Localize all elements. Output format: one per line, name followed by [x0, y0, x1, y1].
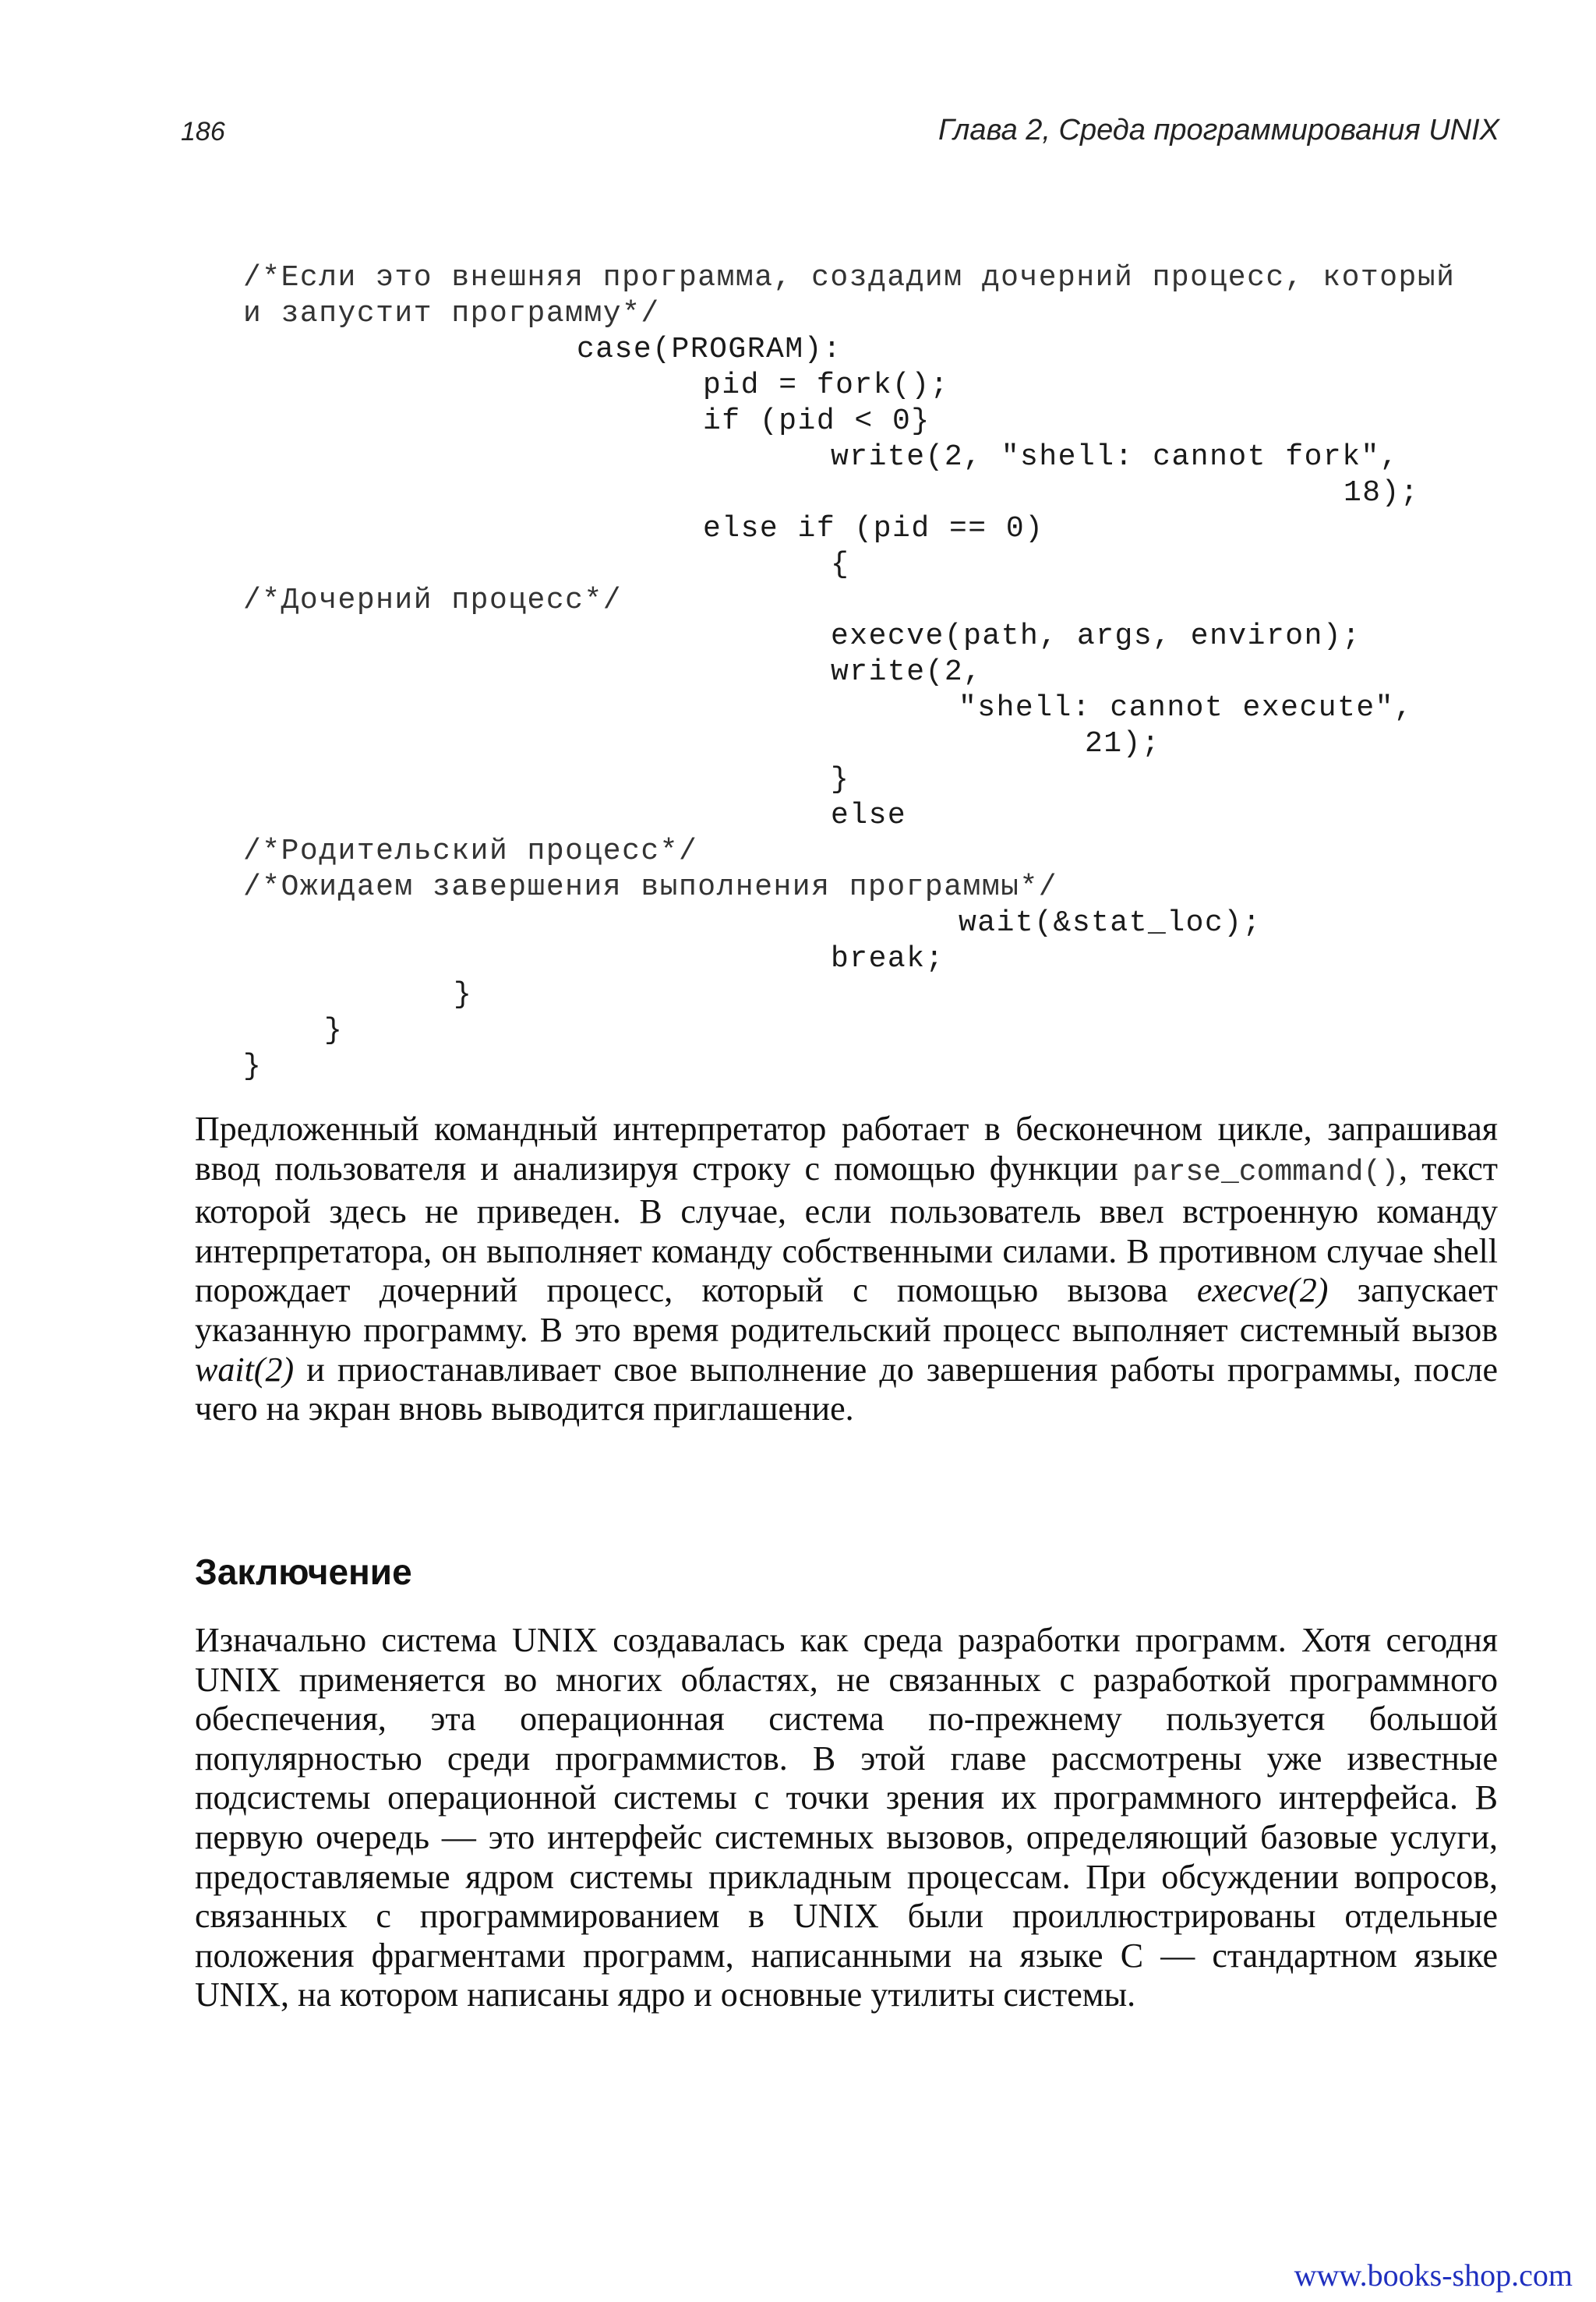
code-line: { [831, 548, 850, 581]
paragraph-text: Предложенный командный интерпретатор работает в бесконечном цикле, запрашивая ввод пользователя и анализируя строку с помощью функции [195, 1110, 1498, 1188]
footer-site-link[interactable]: www.books-shop.com [1294, 2258, 1573, 2293]
code-line: wait(&stat_loc); [959, 906, 1262, 940]
paragraph-text: и приостанавливает свое выполнение до завершения работы программы, после чего на экран вновь выводится приглашение. [195, 1350, 1498, 1428]
page-number: 186 [181, 117, 225, 147]
code-line: и запустит программу*/ [243, 297, 660, 330]
code-line: 18); [1344, 476, 1420, 510]
code-line: if (pid < 0} [703, 404, 930, 438]
code-line: } [324, 1014, 344, 1047]
body-paragraph [195, 1110, 1498, 1429]
code-line: 21); [1085, 727, 1161, 761]
code-line: write(2, [831, 655, 983, 689]
code-line: break; [831, 942, 945, 976]
running-header: Глава 2, Среда программирования UNIX [938, 114, 1499, 147]
paragraph-text: , текст которой здесь не приведен. В случае, если пользователь ввел встроенную команду интерпретатора, он выполняет команду собственными силами. В противном случае shell порождает дочерний процесс, который с помощью вызова [195, 1149, 1499, 1310]
code-line: } [454, 978, 473, 1012]
inline-code: parse_command() [1132, 1155, 1400, 1189]
code-line: "shell: cannot execute", [959, 691, 1414, 725]
code-line: /*Ожидаем завершения выполнения программы*/ [243, 870, 1058, 904]
section-heading: Заключение [195, 1552, 412, 1592]
code-line: pid = fork(); [703, 369, 949, 402]
code-line: case(PROGRAM): [577, 333, 842, 366]
code-line: write(2, "shell: cannot fork", [831, 440, 1400, 474]
inline-call: wait(2) [195, 1350, 295, 1389]
code-line: } [243, 1050, 263, 1083]
code-line: execve(path, args, environ); [831, 620, 1361, 653]
code-line: } [831, 763, 850, 796]
code-line: else [831, 799, 907, 832]
code-line: else if (pid == 0) [703, 512, 1044, 545]
code-line: /*Если это внешняя программа, создадим дочерний процесс, который [243, 261, 1456, 295]
inline-call: execve(2) [1196, 1271, 1329, 1310]
code-line: /*Родительский процесс*/ [243, 835, 698, 868]
code-line: /*Дочерний процесс*/ [243, 584, 623, 617]
paragraph-text: запускает указанную программу. В это время родительский процесс выполняет системный вызов [195, 1271, 1498, 1349]
section-paragraph: Изначально система UNIX создавалась как среда разработки программ. Хотя сегодня UNIX применяется во многих областях, не связанных с разработкой программного обеспечения, эта операционная система по-прежнему пользуется большой популярностью среди программистов. В этой главе рассмотрены уже известные подсистемы операционной системы с точки зрения их программного интерфейса. В первую очередь — это интерфейс системных вызовов, определяющий базовые услуги, предоставляемые ядром системы прикладным процессам. При обсуждении вопросов, связанных с программированием в UNIX были проиллюстрированы отдельные положения фрагментами программ, написанными на языке С — стандартном языке UNIX, на котором написаны ядро и основные утилиты системы. [195, 1621, 1498, 2014]
